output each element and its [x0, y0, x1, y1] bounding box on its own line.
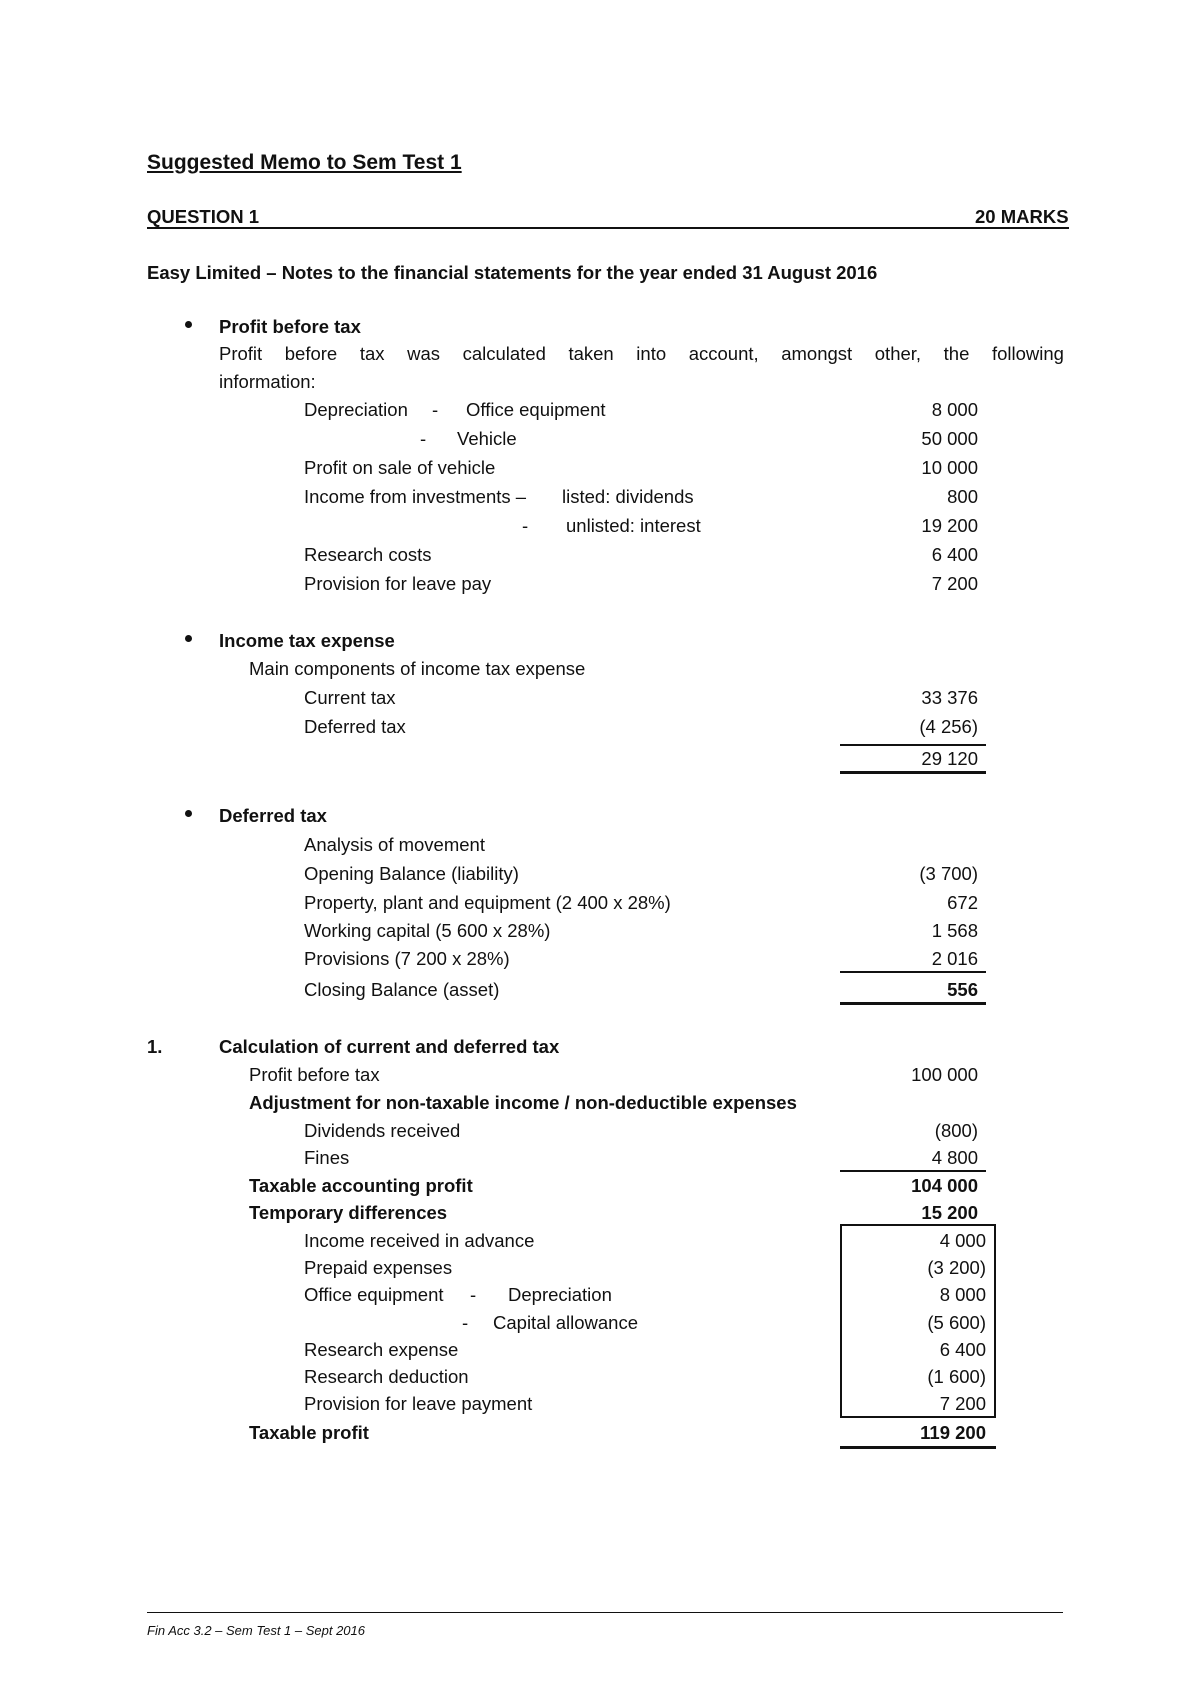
- provisions-label: Provisions (7 200 x 28%): [304, 948, 510, 969]
- depreciation-label: Depreciation: [508, 1284, 612, 1305]
- research-expense-label: Research expense: [304, 1339, 459, 1360]
- depreciation-value: 8 000: [939, 1284, 986, 1305]
- capital-allowance-label: Capital allowance: [493, 1312, 639, 1333]
- section-heading-profit: Profit before tax: [219, 316, 361, 337]
- vehicle-label: Vehicle: [457, 428, 517, 449]
- calculation-number: 1.: [147, 1036, 163, 1057]
- capital-allowance-value: (5 600): [927, 1312, 986, 1333]
- intro-word: before: [284, 343, 338, 364]
- prepaid-value: (3 200): [927, 1257, 986, 1278]
- research-costs-label: Research costs: [304, 544, 432, 565]
- temporary-differences-value: 15 200: [921, 1202, 978, 1223]
- office-equipment-label: Office equipment: [466, 399, 606, 420]
- temporary-differences-label: Temporary differences: [249, 1202, 448, 1223]
- prepaid-label: Prepaid expenses: [304, 1257, 453, 1278]
- current-tax-value: 33 376: [921, 687, 978, 708]
- unlisted-interest-label: unlisted: interest: [566, 515, 701, 536]
- dash: -: [522, 515, 529, 536]
- income-tax-sub: Main components of income tax expense: [249, 658, 586, 679]
- dash: -: [470, 1284, 477, 1305]
- intro-word: tax: [359, 343, 385, 364]
- unlisted-interest-value: 19 200: [921, 515, 978, 536]
- income-investments-label: Income from investments –: [304, 486, 527, 507]
- listed-dividends-value: 800: [947, 486, 978, 507]
- research-deduction-label: Research deduction: [304, 1366, 469, 1387]
- deferred-tax-label: Deferred tax: [304, 716, 406, 737]
- total-double-line: [840, 1446, 996, 1449]
- dash: -: [462, 1312, 469, 1333]
- section-heading-income-tax: Income tax expense: [219, 630, 395, 651]
- section-heading-deferred-tax: Deferred tax: [219, 805, 327, 826]
- provision-leave-label: Provision for leave payment: [304, 1393, 533, 1414]
- ppe-value: 672: [947, 892, 978, 913]
- footer-rule: [147, 1612, 1063, 1613]
- intro-word: taken: [568, 343, 614, 364]
- intro-word: calculated: [462, 343, 546, 364]
- opening-balance-label: Opening Balance (liability): [304, 863, 519, 884]
- section-heading-calculation: Calculation of current and deferred tax: [219, 1036, 560, 1057]
- current-tax-label: Current tax: [304, 687, 396, 708]
- fines-value: 4 800: [931, 1147, 978, 1168]
- calc-profit-before-tax-label: Profit before tax: [249, 1064, 380, 1085]
- bullet-icon: [185, 810, 192, 817]
- research-deduction-value: (1 600): [927, 1366, 986, 1387]
- subtotal-line: [840, 744, 986, 746]
- subtotal-line: [840, 1170, 986, 1172]
- profit-intro-line2: information:: [219, 371, 316, 392]
- subtotal-line: [840, 971, 986, 973]
- income-in-advance-label: Income received in advance: [304, 1230, 535, 1251]
- provision-leave-pay-value: 7 200: [931, 573, 978, 594]
- taxable-accounting-profit-value: 104 000: [911, 1175, 978, 1196]
- taxable-profit-value: 119 200: [920, 1422, 986, 1443]
- office-equipment-value: 8 000: [931, 399, 978, 420]
- working-capital-value: 1 568: [931, 920, 978, 941]
- deferred-tax-value: (4 256): [919, 716, 978, 737]
- total-double-line: [840, 771, 986, 774]
- calc-profit-before-tax-value: 100 000: [911, 1064, 978, 1085]
- provision-leave-pay-label: Provision for leave pay: [304, 573, 492, 594]
- profit-intro-line1: [219, 345, 1064, 364]
- opening-balance-value: (3 700): [919, 863, 978, 884]
- footer-text: Fin Acc 3.2 – Sem Test 1 – Sept 2016: [147, 1623, 365, 1638]
- total-double-line: [840, 1002, 986, 1005]
- research-expense-value: 6 400: [939, 1339, 986, 1360]
- provisions-value: 2 016: [931, 948, 978, 969]
- working-capital-label: Working capital (5 600 x 28%): [304, 920, 551, 941]
- question-underline: [147, 227, 1069, 229]
- dividends-label: Dividends received: [304, 1120, 461, 1141]
- dash: -: [432, 399, 439, 420]
- intro-word: other,: [874, 343, 922, 364]
- question-label: QUESTION 1: [147, 206, 260, 227]
- document-subtitle: Easy Limited – Notes to the financial statements for the year ended 31 August 2016: [147, 262, 878, 283]
- dash: -: [420, 428, 427, 449]
- adjustment-heading: Adjustment for non-taxable income / non-deductible expenses: [249, 1092, 797, 1113]
- intro-word: was: [407, 343, 440, 364]
- page-title: Suggested Memo to Sem Test 1: [147, 151, 462, 174]
- closing-balance-label: Closing Balance (asset): [304, 979, 500, 1000]
- bullet-icon: [185, 635, 192, 642]
- profit-on-sale-value: 10 000: [921, 457, 978, 478]
- intro-word: account,: [688, 343, 759, 364]
- closing-balance-value: 556: [947, 979, 978, 1000]
- dividends-value: (800): [934, 1120, 978, 1141]
- profit-on-sale-label: Profit on sale of vehicle: [304, 457, 496, 478]
- research-costs-value: 6 400: [931, 544, 978, 565]
- provision-leave-value: 7 200: [939, 1393, 986, 1414]
- intro-word: Profit: [219, 343, 263, 364]
- taxable-accounting-profit-label: Taxable accounting profit: [249, 1175, 473, 1196]
- depreciation-label: Depreciation: [304, 399, 408, 420]
- intro-word: amongst: [781, 343, 853, 364]
- taxable-profit-label: Taxable profit: [249, 1422, 369, 1443]
- income-in-advance-value: 4 000: [939, 1230, 986, 1251]
- income-tax-total: 29 120: [921, 748, 978, 769]
- intro-word: the: [943, 343, 970, 364]
- vehicle-value: 50 000: [921, 428, 978, 449]
- analysis-label: Analysis of movement: [304, 834, 485, 855]
- bullet-icon: [185, 321, 192, 328]
- marks-label: 20 MARKS: [975, 206, 1069, 227]
- intro-word: into: [636, 343, 667, 364]
- ppe-label: Property, plant and equipment (2 400 x 28%): [304, 892, 671, 913]
- listed-dividends-label: listed: dividends: [562, 486, 694, 507]
- fines-label: Fines: [304, 1147, 350, 1168]
- intro-word: following: [991, 343, 1064, 364]
- office-equipment-label: Office equipment: [304, 1284, 444, 1305]
